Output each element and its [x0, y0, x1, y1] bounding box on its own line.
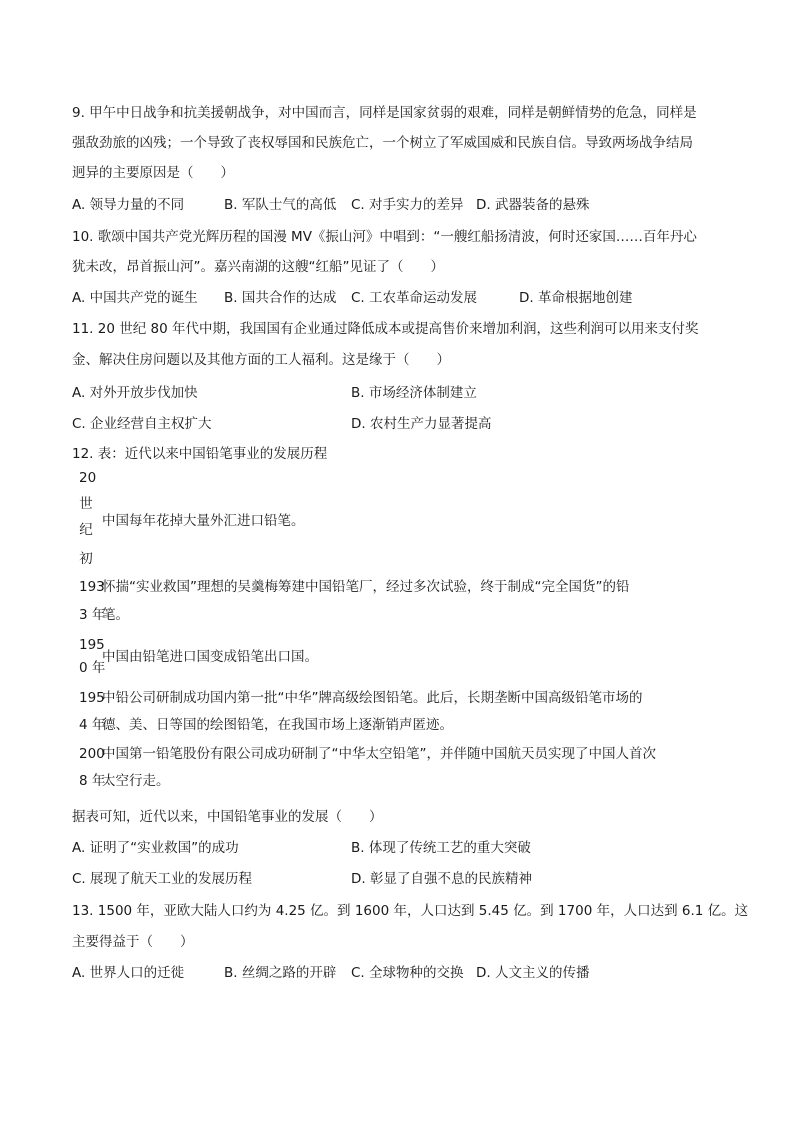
row5-year-part: 200: [79, 746, 105, 762]
row2-year-part: 3 年: [79, 607, 106, 623]
q12-option-d[interactable]: D. 彰显了自强不息的民族精神: [351, 871, 532, 887]
q10-option-d[interactable]: D. 革命根据地创建: [519, 290, 633, 306]
row1-text: 中国每年花掉大量外汇进口铅笔。: [102, 513, 305, 529]
q11-option-c[interactable]: C. 企业经营自主权扩大: [72, 416, 212, 432]
row2-text-line-1: 怀揣“实业救国”理想的吴羹梅筹建中国铅笔厂，经过多次试验，终于制成“完全国货”的铅: [102, 579, 630, 595]
q11-option-b[interactable]: B. 市场经济体制建立: [351, 385, 477, 401]
row3-year-part: 0 年: [79, 660, 106, 676]
q11-stem-line-1: 11. 20 世纪 80 年代中期，我国国有企业通过降低成本或提高售价来增加利润，这些利润可以用来支付奖: [72, 321, 699, 337]
q11-option-d[interactable]: D. 农村生产力显著提高: [351, 416, 492, 432]
row5-text-line-1: 中国第一铅笔股份有限公司成功研制了“中华太空铅笔”，并伴随中国航天员实现了中国人首次: [102, 746, 656, 762]
q13-option-c[interactable]: C. 全球物种的交换: [351, 965, 464, 981]
row4-text-line-1: 中铅公司研制成功国内第一批“中华”牌高级绘图铅笔。此后，长期垄断中国高级铅笔市场的: [102, 690, 643, 706]
q9-option-d[interactable]: D. 武器装备的悬殊: [476, 197, 590, 213]
row2-text-line-2: 笔。: [102, 607, 129, 623]
q9-stem-line-3: 迥异的主要原因是（ ）: [72, 165, 234, 181]
q9-stem-line-1: 9. 甲午中日战争和抗美援朝战争，对中国而言，同样是国家贫弱的艰难，同样是朝鲜情势的危急，同样是: [72, 105, 697, 121]
q12-title: 12. 表：近代以来中国铅笔事业的发展历程: [72, 446, 328, 462]
row2-year-part: 193: [79, 579, 105, 595]
q13-stem-line-1: 13. 1500 年，亚欧大陆人口约为 4.25 亿。到 1600 年，人口达到 5.45 亿。到 1700 年，人口达到 6.1 亿。这: [72, 903, 749, 919]
q12-option-b[interactable]: B. 体现了传统工艺的重大突破: [351, 840, 531, 856]
q9-option-c[interactable]: C. 对手实力的差异: [351, 197, 464, 213]
row4-year-part: 4 年: [79, 717, 106, 733]
q10-option-a[interactable]: A. 中国共产党的诞生: [72, 290, 198, 306]
q13-option-a[interactable]: A. 世界人口的迁徙: [72, 965, 185, 981]
q9-stem-line-2: 强敌劲旅的凶残；一个导致了丧权辱国和民族危亡，一个树立了军威国威和民族自信。导致两场战争结局: [72, 135, 693, 151]
row1-year-part: 初: [79, 551, 93, 567]
q13-stem-line-2: 主要得益于（ ）: [72, 934, 194, 950]
q12-option-a[interactable]: A. 证明了“实业救国”的成功: [72, 840, 239, 856]
row5-year-part: 8 年: [79, 773, 106, 789]
row4-text-line-2: 德、美、日等国的绘图铅笔，在我国市场上逐渐销声匿迹。: [102, 717, 453, 733]
row3-text: 中国由铅笔进口国变成铅笔出口国。: [102, 649, 318, 665]
q11-option-a[interactable]: A. 对外开放步伐加快: [72, 385, 198, 401]
row1-year-part: 纪: [79, 522, 93, 538]
q12-option-c[interactable]: C. 展现了航天工业的发展历程: [72, 871, 253, 887]
q9-option-b[interactable]: B. 军队士气的高低: [224, 197, 337, 213]
row1-year-part: 20: [79, 470, 97, 486]
q10-stem-line-2: 犹未改，昂首振山河”。嘉兴南湖的这艘“红船”见证了（ ）: [72, 259, 444, 275]
q13-option-d[interactable]: D. 人文主义的传播: [476, 965, 590, 981]
q11-stem-line-2: 金、解决住房问题以及其他方面的工人福利。这是缘于（ ）: [72, 352, 450, 368]
row1-year-part: 世: [79, 496, 93, 512]
q13-option-b[interactable]: B. 丝绸之路的开辟: [224, 965, 337, 981]
row3-year-part: 195: [79, 637, 105, 653]
q10-stem-line-1: 10. 歌颂中国共产党光辉历程的国漫 MV《振山河》中唱到：“一艘红船扬清波，何时还家国……百年丹心: [72, 229, 697, 245]
q10-option-b[interactable]: B. 国共合作的达成: [224, 290, 337, 306]
row5-text-line-2: 太空行走。: [102, 773, 170, 789]
q10-option-c[interactable]: C. 工农革命运动发展: [351, 290, 478, 306]
q9-option-a[interactable]: A. 领导力量的不同: [72, 197, 185, 213]
row4-year-part: 195: [79, 690, 105, 706]
q12-stem: 据表可知，近代以来，中国铅笔事业的发展（ ）: [72, 809, 383, 825]
